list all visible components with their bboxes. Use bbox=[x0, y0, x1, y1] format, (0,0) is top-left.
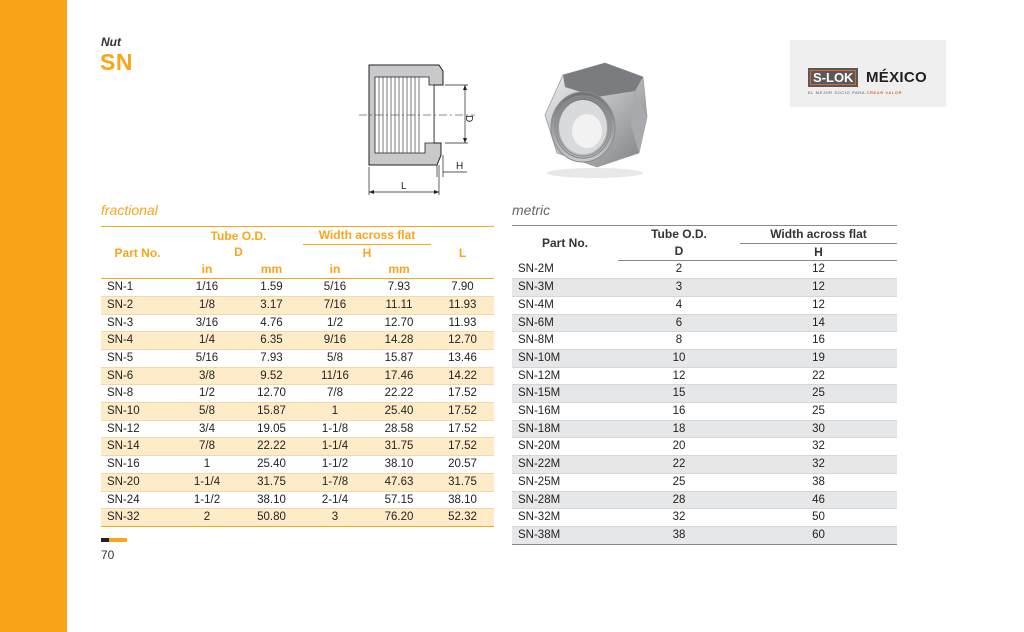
part-number-cell: SN-2 bbox=[107, 298, 134, 311]
part-number-cell: SN-6 bbox=[107, 369, 134, 382]
table-cell: 16 bbox=[672, 405, 686, 418]
table-cell: 6.35 bbox=[260, 334, 283, 347]
table-cell: 22 bbox=[672, 458, 686, 471]
header-width-across-flat: Width across flat bbox=[740, 226, 897, 244]
table-cell: 12 bbox=[812, 298, 825, 311]
table-cell: 17.52 bbox=[448, 405, 477, 418]
drawing-label-l: L bbox=[401, 181, 407, 192]
table-cell: 5/16 bbox=[323, 281, 347, 294]
brand-logo bbox=[790, 40, 946, 107]
table-cell: 13.46 bbox=[448, 351, 477, 364]
header-unit-in: in bbox=[303, 261, 367, 278]
product-category: Nut bbox=[101, 35, 121, 49]
table-cell: 19 bbox=[812, 351, 825, 364]
table-cell: 1-1/8 bbox=[321, 422, 349, 435]
table-cell: 14.28 bbox=[384, 334, 414, 347]
part-number-cell: SN-4 bbox=[107, 334, 134, 347]
header-unit-in: in bbox=[174, 261, 240, 278]
table-cell: 28 bbox=[672, 493, 686, 506]
metric-section-title: metric bbox=[512, 202, 551, 218]
table-cell: 4 bbox=[675, 298, 683, 311]
fractional-section-title: fractional bbox=[101, 202, 158, 218]
table-cell: 1-1/4 bbox=[193, 475, 221, 488]
table-cell: 11.93 bbox=[448, 298, 477, 311]
header-tube-od: Tube O.D. bbox=[651, 227, 707, 242]
part-number-cell: SN-12 bbox=[107, 422, 140, 435]
header-unit-mm: mm bbox=[367, 261, 431, 278]
part-number-cell: SN-12M bbox=[518, 369, 561, 382]
part-number-cell: SN-10M bbox=[518, 351, 561, 364]
table-cell: 25.40 bbox=[257, 458, 286, 471]
table-cell: 1-1/2 bbox=[193, 493, 221, 506]
table-cell: 1-1/2 bbox=[321, 458, 349, 471]
table-cell: 76.20 bbox=[384, 511, 414, 524]
table-cell: 11.93 bbox=[448, 316, 477, 329]
table-row bbox=[512, 420, 897, 438]
table-cell: 1 bbox=[203, 458, 211, 471]
table-cell: 38 bbox=[812, 475, 825, 488]
table-row bbox=[101, 314, 494, 332]
table-cell: 22.22 bbox=[384, 387, 414, 400]
table-cell: 60 bbox=[812, 528, 825, 541]
part-number-cell: SN-8 bbox=[107, 387, 134, 400]
header-h: H bbox=[740, 243, 897, 261]
part-number-cell: SN-22M bbox=[518, 458, 561, 471]
table-row bbox=[101, 332, 494, 350]
table-cell: 1/16 bbox=[195, 281, 219, 294]
table-cell: 25 bbox=[812, 387, 825, 400]
table-cell: 20 bbox=[672, 440, 686, 453]
table-cell: 1 bbox=[331, 405, 339, 418]
part-number-cell: SN-5 bbox=[107, 351, 134, 364]
part-number-cell: SN-3M bbox=[518, 281, 554, 294]
table-cell: 38 bbox=[672, 528, 686, 541]
table-cell: 1-1/4 bbox=[321, 440, 349, 453]
table-row bbox=[512, 296, 897, 314]
table-row bbox=[512, 403, 897, 421]
table-cell: 3/16 bbox=[195, 316, 219, 329]
table-cell: 17.46 bbox=[384, 369, 414, 382]
part-number-cell: SN-2M bbox=[518, 263, 554, 276]
part-number-cell: SN-3 bbox=[107, 316, 134, 329]
table-row bbox=[512, 385, 897, 403]
table-cell: 38.10 bbox=[448, 493, 477, 506]
part-number-cell: SN-24 bbox=[107, 493, 140, 506]
table-cell: 1/4 bbox=[199, 334, 215, 347]
table-cell: 7.93 bbox=[260, 351, 283, 364]
table-row bbox=[101, 279, 494, 297]
part-number-cell: SN-32M bbox=[518, 511, 561, 524]
header-d: D bbox=[618, 243, 740, 261]
table-row bbox=[101, 438, 494, 456]
part-number-cell: SN-20 bbox=[107, 475, 140, 488]
table-cell: 5/8 bbox=[327, 351, 343, 364]
table-cell: 7/8 bbox=[327, 387, 343, 400]
table-cell: 7.93 bbox=[387, 281, 411, 294]
table-cell: 32 bbox=[672, 511, 686, 524]
table-cell: 32 bbox=[812, 440, 825, 453]
table-cell: 47.63 bbox=[384, 475, 414, 488]
table-cell: 3 bbox=[675, 281, 683, 294]
table-cell: 17.52 bbox=[448, 440, 477, 453]
logo-slok-text: S-LOK bbox=[808, 68, 858, 87]
table-cell: 12.70 bbox=[448, 334, 477, 347]
table-cell: 38.10 bbox=[384, 458, 414, 471]
part-number-cell: SN-32 bbox=[107, 511, 140, 524]
nut-technical-drawing bbox=[355, 55, 480, 197]
table-cell: 7/16 bbox=[323, 298, 347, 311]
table-cell: 5/16 bbox=[195, 351, 219, 364]
table-row bbox=[101, 473, 494, 491]
logo-mexico-text: MÉXICO bbox=[866, 69, 927, 86]
header-unit-mm: mm bbox=[240, 261, 303, 278]
table-cell: 1/2 bbox=[199, 387, 215, 400]
table-cell: 50 bbox=[812, 511, 825, 524]
table-row bbox=[512, 279, 897, 297]
table-cell: 3/8 bbox=[199, 369, 215, 382]
table-row bbox=[101, 456, 494, 474]
table-cell: 1-7/8 bbox=[321, 475, 349, 488]
table-row bbox=[512, 367, 897, 385]
table-cell: 22 bbox=[812, 369, 825, 382]
sidebar-color-band bbox=[0, 0, 67, 632]
part-number-cell: SN-4M bbox=[518, 298, 554, 311]
header-width-across-flat: Width across flat bbox=[303, 227, 431, 245]
table-cell: 7/8 bbox=[199, 440, 215, 453]
part-number-cell: SN-10 bbox=[107, 405, 140, 418]
table-cell: 12 bbox=[812, 263, 825, 276]
table-row bbox=[512, 509, 897, 527]
table-cell: 19.05 bbox=[257, 422, 286, 435]
product-code: SN bbox=[100, 49, 133, 75]
page-number: 70 bbox=[101, 548, 115, 562]
table-cell: 12 bbox=[672, 369, 686, 382]
table-cell: 12.70 bbox=[257, 387, 286, 400]
table-cell: 9.52 bbox=[260, 369, 283, 382]
part-number-cell: SN-16 bbox=[107, 458, 140, 471]
table-row bbox=[101, 349, 494, 367]
table-row bbox=[512, 332, 897, 350]
table-row bbox=[512, 438, 897, 456]
part-number-cell: SN-14 bbox=[107, 440, 140, 453]
table-cell: 30 bbox=[812, 422, 825, 435]
part-number-cell: SN-15M bbox=[518, 387, 561, 400]
part-number-cell: SN-20M bbox=[518, 440, 561, 453]
metric-table bbox=[512, 225, 897, 545]
header-part-no: Part No. bbox=[114, 245, 161, 260]
table-cell: 31.75 bbox=[448, 475, 477, 488]
table-cell: 8 bbox=[675, 334, 683, 347]
header-l: L bbox=[458, 245, 467, 260]
table-cell: 52.32 bbox=[448, 511, 477, 524]
table-cell: 18 bbox=[672, 422, 686, 435]
table-cell: 22.22 bbox=[257, 440, 286, 453]
table-cell: 1/8 bbox=[199, 298, 215, 311]
table-cell: 12 bbox=[812, 281, 825, 294]
table-row bbox=[512, 456, 897, 474]
table-cell: 15.87 bbox=[384, 351, 414, 364]
table-cell: 20.57 bbox=[448, 458, 477, 471]
table-cell: 6 bbox=[675, 316, 683, 329]
table-cell: 3 bbox=[331, 511, 339, 524]
table-row bbox=[101, 509, 494, 527]
table-cell: 14 bbox=[812, 316, 825, 329]
table-cell: 15 bbox=[672, 387, 686, 400]
table-row bbox=[101, 296, 494, 314]
table-cell: 7.90 bbox=[451, 281, 474, 294]
table-cell: 1.59 bbox=[260, 281, 283, 294]
table-cell: 16 bbox=[812, 334, 825, 347]
table-cell: 3.17 bbox=[260, 298, 283, 311]
table-row bbox=[101, 491, 494, 509]
nut-product-image bbox=[535, 55, 655, 180]
table-cell: 31.75 bbox=[384, 440, 414, 453]
part-number-cell: SN-25M bbox=[518, 475, 561, 488]
table-cell: 46 bbox=[812, 493, 825, 506]
table-row bbox=[512, 314, 897, 332]
table-cell: 38.10 bbox=[257, 493, 286, 506]
part-number-cell: SN-8M bbox=[518, 334, 554, 347]
table-cell: 2 bbox=[675, 263, 683, 276]
table-row bbox=[512, 526, 897, 544]
table-cell: 11.11 bbox=[385, 298, 413, 311]
table-cell: 25.40 bbox=[384, 405, 414, 418]
table-cell: 25 bbox=[812, 405, 825, 418]
table-cell: 9/16 bbox=[323, 334, 347, 347]
table-cell: 17.52 bbox=[448, 387, 477, 400]
table-cell: 32 bbox=[812, 458, 825, 471]
table-cell: 4.76 bbox=[260, 316, 283, 329]
table-cell: 15.87 bbox=[257, 405, 286, 418]
table-row bbox=[512, 349, 897, 367]
logo-tagline: EL MEJOR SOCIO PARA CREAR VALOR bbox=[808, 90, 903, 95]
table-cell: 2-1/4 bbox=[321, 493, 349, 506]
table-cell: 10 bbox=[672, 351, 686, 364]
table-cell: 12.70 bbox=[384, 316, 414, 329]
page-number-bar bbox=[101, 538, 127, 542]
part-number-cell: SN-38M bbox=[518, 528, 561, 541]
part-number-cell: SN-28M bbox=[518, 493, 561, 506]
header-h: H bbox=[362, 245, 372, 260]
table-cell: 28.58 bbox=[384, 422, 414, 435]
drawing-label-h: H bbox=[456, 161, 464, 172]
table-cell: 14.22 bbox=[448, 369, 477, 382]
table-cell: 11/16 bbox=[321, 369, 349, 382]
table-row bbox=[512, 491, 897, 509]
table-cell: 1/2 bbox=[327, 316, 343, 329]
table-row bbox=[512, 473, 897, 491]
header-d: D bbox=[234, 245, 243, 260]
table-cell: 57.15 bbox=[384, 493, 414, 506]
table-row bbox=[101, 420, 494, 438]
table-cell: 5/8 bbox=[199, 405, 215, 418]
table-cell: 2 bbox=[203, 511, 211, 524]
header-part-no: Part No. bbox=[541, 236, 588, 251]
table-cell: 25 bbox=[672, 475, 686, 488]
table-row bbox=[101, 385, 494, 403]
drawing-label-d: D bbox=[463, 115, 474, 123]
part-number-cell: SN-6M bbox=[518, 316, 554, 329]
table-cell: 50.80 bbox=[257, 511, 286, 524]
part-number-cell: SN-18M bbox=[518, 422, 561, 435]
table-cell: 3/4 bbox=[199, 422, 215, 435]
table-cell: 31.75 bbox=[257, 475, 286, 488]
part-number-cell: SN-16M bbox=[518, 405, 561, 418]
table-cell: 17.52 bbox=[448, 422, 477, 435]
table-row bbox=[512, 261, 897, 279]
table-row bbox=[101, 367, 494, 385]
part-number-cell: SN-1 bbox=[107, 281, 134, 294]
header-tube-od: Tube O.D. bbox=[210, 228, 267, 243]
fractional-table bbox=[101, 226, 494, 527]
table-row bbox=[101, 403, 494, 421]
